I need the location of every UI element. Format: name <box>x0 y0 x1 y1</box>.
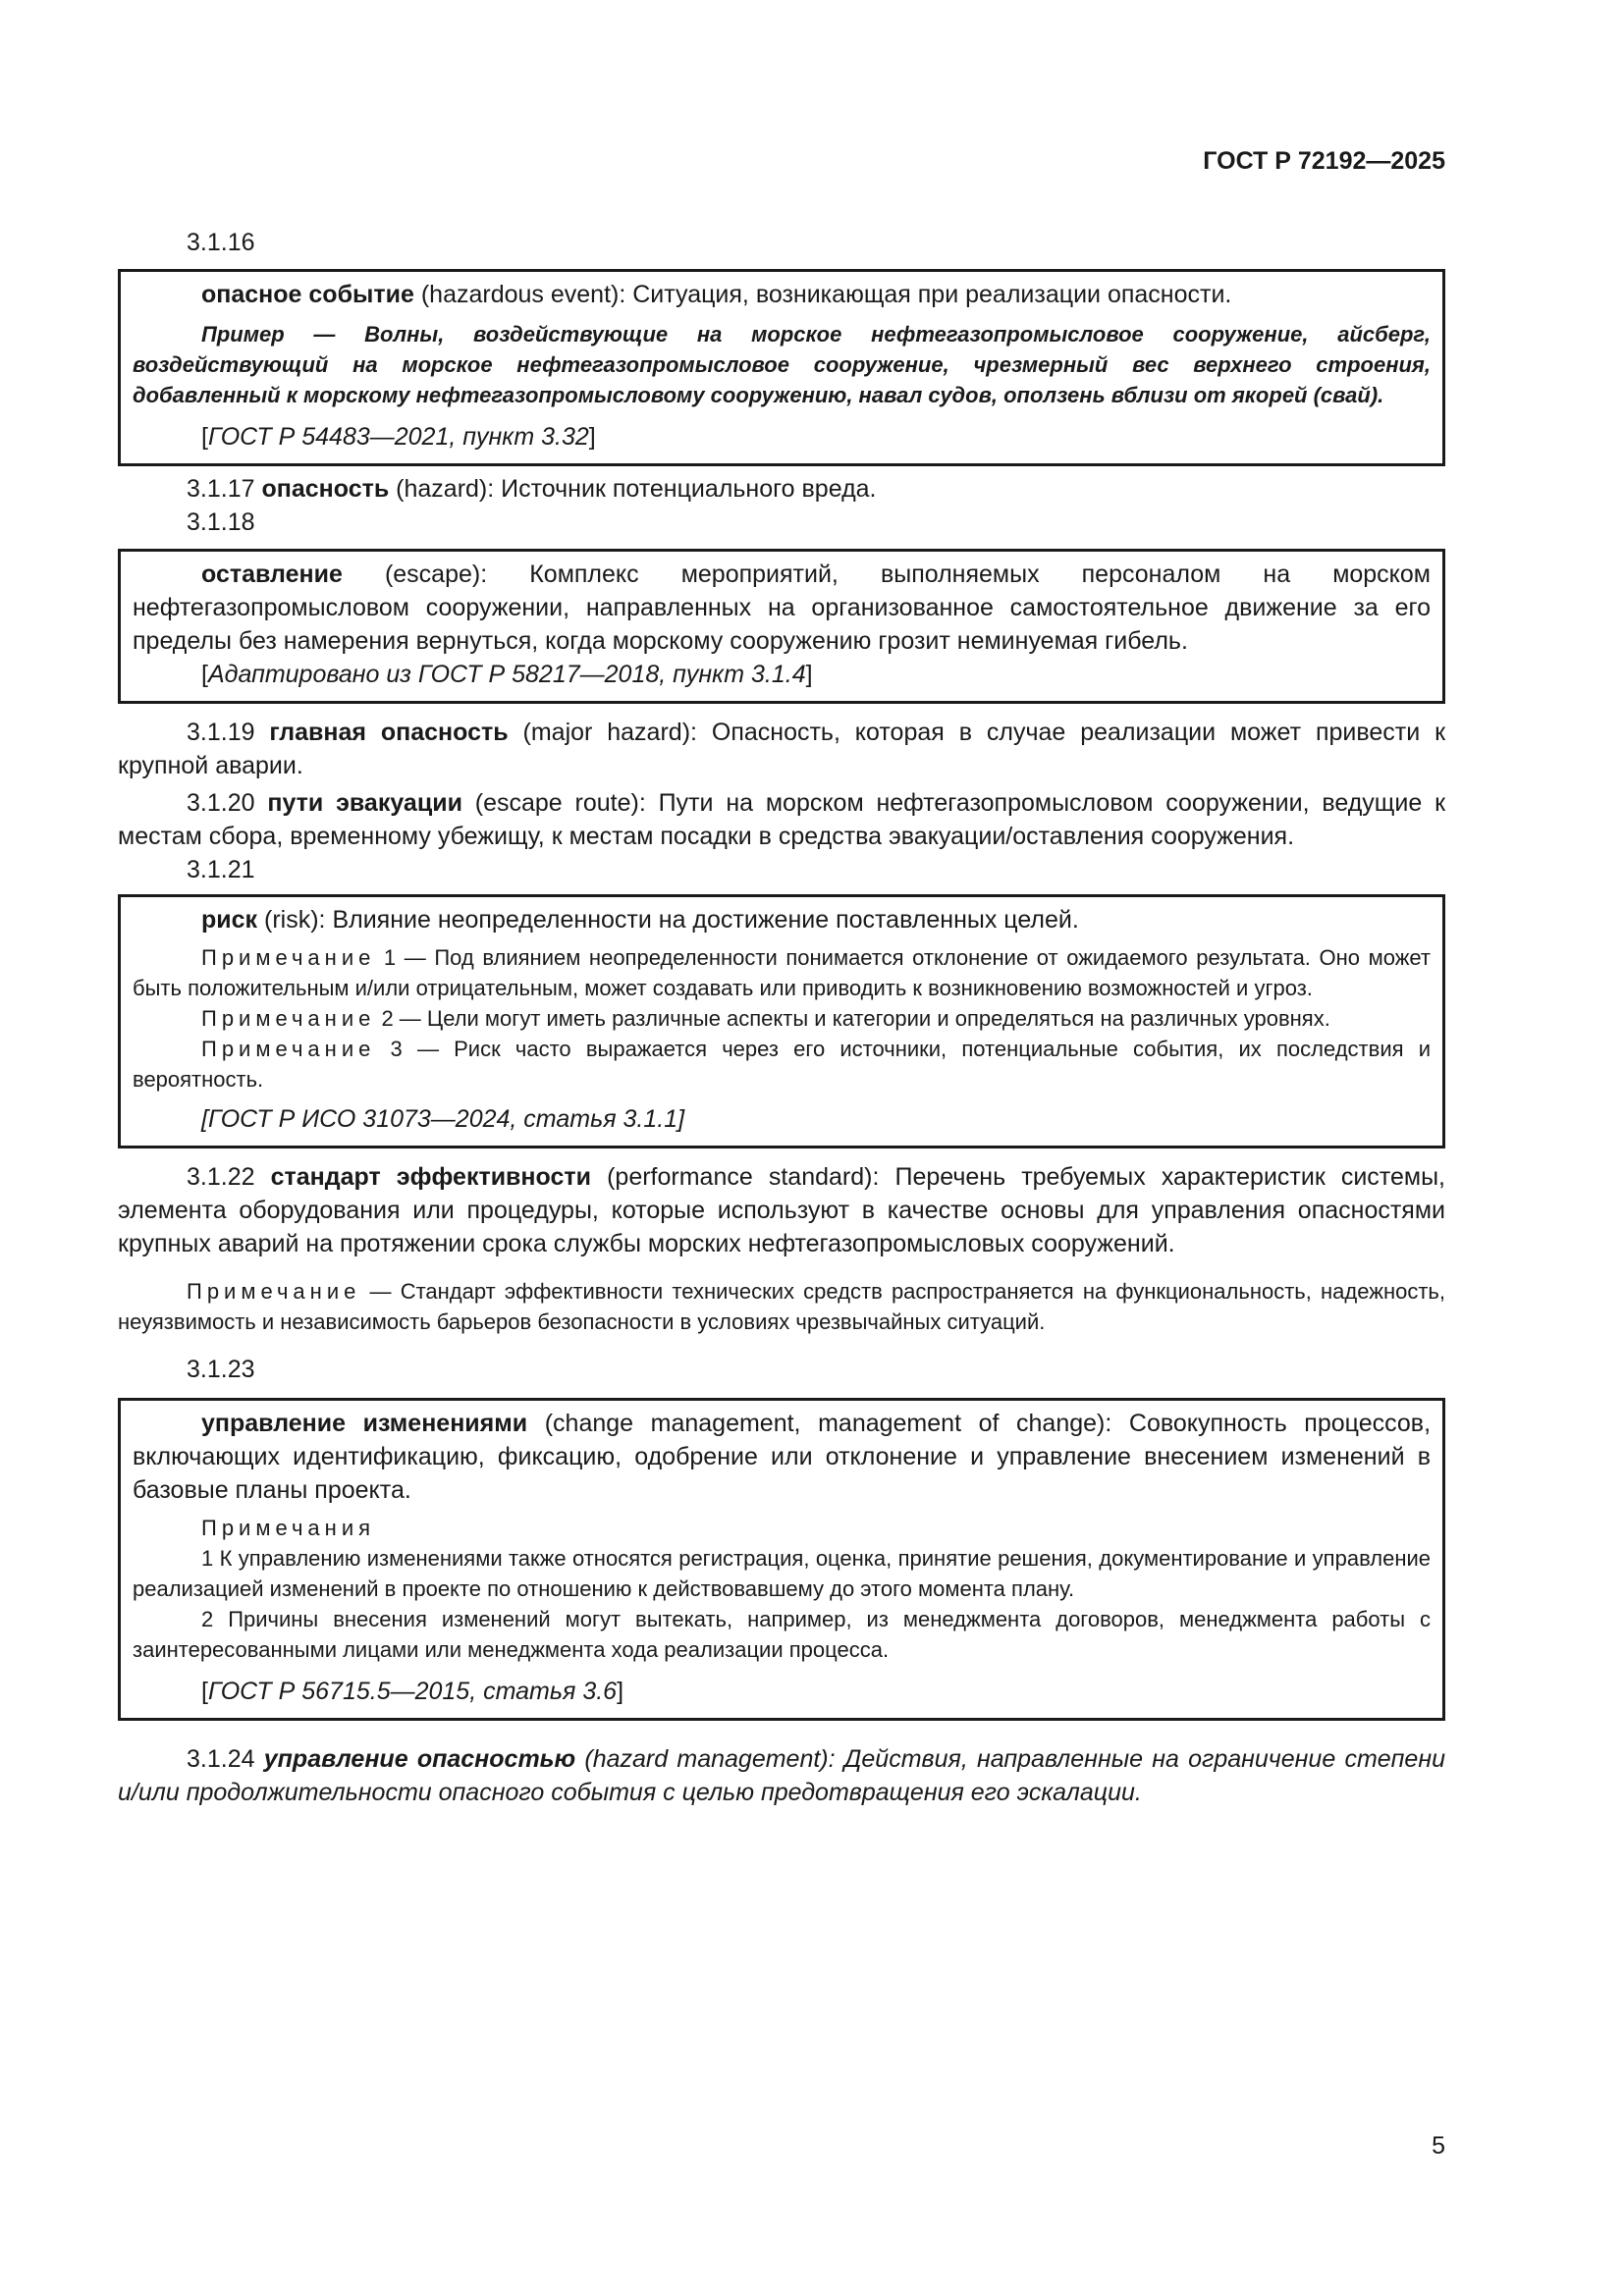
term-english: (hazard): <box>389 475 502 503</box>
term-english: (hazardous event): <box>413 281 633 308</box>
definition: Опасность, которая в случае реализации может привести к крупной аварии. <box>118 719 1446 779</box>
term-definition <box>133 558 1431 658</box>
source-reference: [ГОСТ Р 56715.5—2015, статья 3.6] <box>201 1678 624 1705</box>
term-definition <box>133 1407 1431 1507</box>
term-english: (hazard management): <box>575 1745 844 1773</box>
clause-number: 3.1.22 <box>187 1163 255 1191</box>
source-reference: [Адаптировано из ГОСТ Р 58217—2018, пункт 3.1.4] <box>201 661 813 688</box>
clause-number-3-1-16: 3.1.16 <box>187 229 255 256</box>
term-box-3-1-23 <box>118 1398 1445 1721</box>
term: опасность <box>261 475 390 503</box>
term-3-1-24 <box>118 1742 1445 1809</box>
term-definition <box>133 278 1431 311</box>
term-english: (escape route): <box>461 789 659 817</box>
clause-number: 3.1.17 <box>187 475 255 503</box>
clause-number: 3.1.19 <box>187 719 255 746</box>
note-2: Примечание 2 — Цели могут иметь различные аспекты и категории и определяться на различных уровнях. <box>201 1006 1330 1031</box>
page-content <box>118 226 1445 1809</box>
definition: Комплекс мероприятий, выполняемых персоналом на морском нефтегазопромысловом сооружении, направленных на организованное самостоятельное движение за его пределы без намерения вернуться, когда морскому сооружению грозит неминуемая гибель. <box>133 561 1431 655</box>
term-3-1-17 <box>118 472 1445 506</box>
term: главная опасность <box>269 719 509 746</box>
term-3-1-22 <box>118 1160 1445 1260</box>
clause-number-3-1-23: 3.1.23 <box>187 1356 255 1383</box>
term-3-1-20 <box>118 786 1445 853</box>
definition: Действия, направленные на ограничение степени и/или продолжительности опасного события с целью предотвращения его эскалации. <box>118 1745 1445 1806</box>
clause-number: 3.1.24 <box>187 1745 255 1773</box>
clause-number: 3.1.20 <box>187 789 255 817</box>
clause-number-3-1-18: 3.1.18 <box>187 508 255 536</box>
definition: Источник потенциального вреда. <box>501 475 877 503</box>
term: управление изменениями <box>201 1410 528 1437</box>
term-box-3-1-16 <box>118 269 1445 466</box>
term: стандарт эффективности <box>270 1163 591 1191</box>
definition: Влияние неопределенности на достижение поставленных целей. <box>332 906 1079 934</box>
note-1: 1 К управлению изменениями также относятся регистрация, оценка, принятие решения, документирование и управление реализацией изменений в проекте по отношению к действовавшему до этого момента плану. <box>133 1546 1431 1601</box>
term-english: (major hazard): <box>508 719 712 746</box>
definition: Совокупность процессов, включающих идентификацию, фиксацию, одобрение или отклонение и управление внесением изменений в базовые планы проекта. <box>133 1410 1432 1504</box>
page-number: 5 <box>1432 2132 1445 2160</box>
document-id: ГОСТ Р 72192—2025 <box>1203 147 1445 175</box>
note: Примечание — Стандарт эффективности технических средств распространяется на функциональность, надежность, неуязвимость и независимость барьеров безопасности в условиях чрезвычайных ситуаций. <box>118 1279 1445 1334</box>
term-english: (risk): <box>257 906 333 934</box>
term-english: (performance standard): <box>591 1163 895 1191</box>
definition: Ситуация, возникающая при реализации опасности. <box>632 281 1232 308</box>
note-1: Примечание 1 — Под влиянием неопределенности понимается отклонение от ожидаемого результата. Оно может быть положительным и/или отрицательным, может создавать или приводить к возникновению возможностей и угроз. <box>133 945 1431 1000</box>
note-3: Примечание 3 — Риск часто выражается через его источники, потенциальные события, их последствия и вероятность. <box>133 1037 1431 1092</box>
term: оставление <box>201 561 343 588</box>
term: риск <box>201 906 258 934</box>
clause-number-3-1-21: 3.1.21 <box>187 856 255 883</box>
definition: Пути на морском нефтегазопромысловом сооружении, ведущие к местам сбора, временному убежищу, к местам посадки в средства эвакуации/оставления сооружения. <box>118 789 1446 850</box>
term: опасное событие <box>201 281 414 308</box>
example: Пример — Волны, воздействующие на морское нефтегазопромысловое сооружение, айсберг, воздействующий на морское нефтегазопромысловое сооружение, чрезмерный вес верхнего строения, добавленный к морскому нефтегазопромысловому сооружению, навал судов, оползень вблизи от якорей (свай). <box>133 322 1431 407</box>
term: пути эвакуации <box>267 789 462 817</box>
term-english: (escape): <box>342 561 530 588</box>
term-box-3-1-18 <box>118 549 1445 704</box>
term: управление опасностью <box>263 1745 576 1773</box>
notes-label: Примечания <box>201 1516 376 1540</box>
term-english: (change management, management of change): <box>527 1410 1129 1437</box>
term-box-3-1-21 <box>118 894 1445 1148</box>
term-definition <box>133 903 1431 936</box>
term-3-1-19 <box>118 716 1445 782</box>
source-reference: [ГОСТ Р 54483—2021, пункт 3.32] <box>201 423 596 451</box>
note-2: 2 Причины внесения изменений могут вытекать, например, из менеджмента договоров, менеджмента работы с заинтересованными лицами или менеджмента хода реализации процесса. <box>133 1607 1431 1662</box>
definition: Перечень требуемых характеристик системы, элемента оборудования или процедуры, которые используют в качестве основы для управления опасностями крупных аварий на протяжении срока службы морских нефтегазопромысловых сооружений. <box>118 1163 1445 1257</box>
source-reference: [ГОСТ Р ИСО 31073—2024, статья 3.1.1] <box>201 1105 685 1133</box>
